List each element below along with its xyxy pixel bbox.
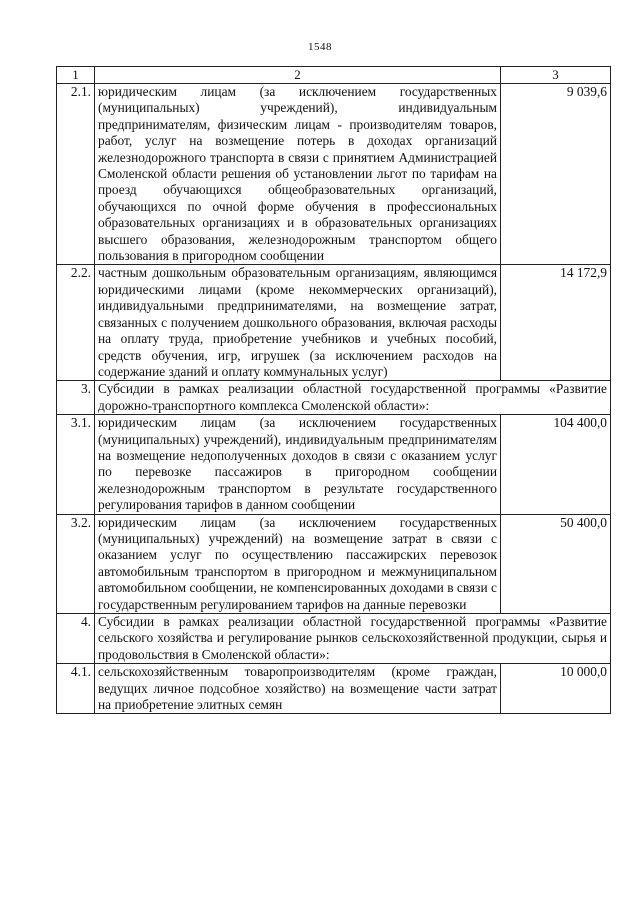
row-description: юридическим лицам (за исключением государственных (муниципальных) учреждений) на возмещение затрат в связи с оказанием услуг по осуществлению пассажирских перевозок автомобильным транспортом в пригородном и межмуниципальном автомобильном сообщении, не компенсированных доходами в связи с государственным регулированием тарифов на данные перевозки (95, 514, 501, 613)
table-row (57, 381, 611, 415)
row-number: 3.1. (57, 415, 95, 514)
header-col-2: 2 (95, 67, 501, 84)
row-number: 4. (57, 614, 95, 664)
page-number: 1548 (308, 41, 332, 53)
row-number: 3.2. (57, 514, 95, 613)
row-number: 2.2. (57, 265, 95, 381)
row-number: 3. (57, 381, 95, 415)
row-amount: 14 172,9 (501, 265, 611, 381)
row-description: частным дошкольным образовательным организациям, являющимся юридическими лицами (кроме некоммерческих организаций), индивидуальными предпринимателями, на возмещение затрат, связанных с получением дошкольного образования, включая расходы на оплату труда, приобретение учебников и учебных пособий, средств обучения, игр, игрушек (за исключением расходов на содержание зданий и оплату коммунальных услуг) (95, 265, 501, 381)
row-description: Субсидии в рамках реализации областной государственной программы «Развитие дорожно-транспортного комплекса Смоленской области»: (95, 381, 611, 415)
table-row (57, 614, 611, 664)
table-row (57, 514, 611, 613)
header-col-1: 1 (57, 67, 95, 84)
row-description: юридическим лицам (за исключением государственных (муниципальных) учреждений), индивидуальным предпринимателям, физическим лицам - производителям товаров, работ, услуг на возмещение потерь в доходах организаций железнодорожного транспорта в связи с принятием Администрацией Смоленской области решения об установлении льгот по тарифам на проезд обучающихся общеобразовательных организаций, обучающихся по очной форме обучения в профессиональных образовательных организациях и в образовательных организациях высшего образования, железнодорожным транспортом общего пользования в пригородном сообщении (95, 84, 501, 265)
row-amount: 104 400,0 (501, 415, 611, 514)
table-row (57, 415, 611, 514)
row-amount: 10 000,0 (501, 664, 611, 714)
table-row (57, 664, 611, 714)
table-header-row (57, 67, 611, 84)
row-amount: 50 400,0 (501, 514, 611, 613)
row-amount: 9 039,6 (501, 84, 611, 265)
row-number: 2.1. (57, 84, 95, 265)
row-description: Субсидии в рамках реализации областной государственной программы «Развитие сельского хозяйства и регулирование рынков сельскохозяйственной продукции, сырья и продовольствия в Смоленской области»: (95, 614, 611, 664)
row-description: сельскохозяйственным товаропроизводителям (кроме граждан, ведущих личное подсобное хозяйство) на возмещение части затрат на приобретение элитных семян (95, 664, 501, 714)
table-row (57, 265, 611, 381)
row-description: юридическим лицам (за исключением государственных (муниципальных) учреждений), индивидуальным предпринимателям на возмещение недополученных доходов в связи с оказанием услуг по перевозке пассажиров в пригородном сообщении железнодорожным транспортом в результате государственного регулирования тарифов в данном сообщении (95, 415, 501, 514)
subsidy-table (56, 66, 611, 714)
header-col-3: 3 (501, 67, 611, 84)
row-number: 4.1. (57, 664, 95, 714)
table-row (57, 84, 611, 265)
